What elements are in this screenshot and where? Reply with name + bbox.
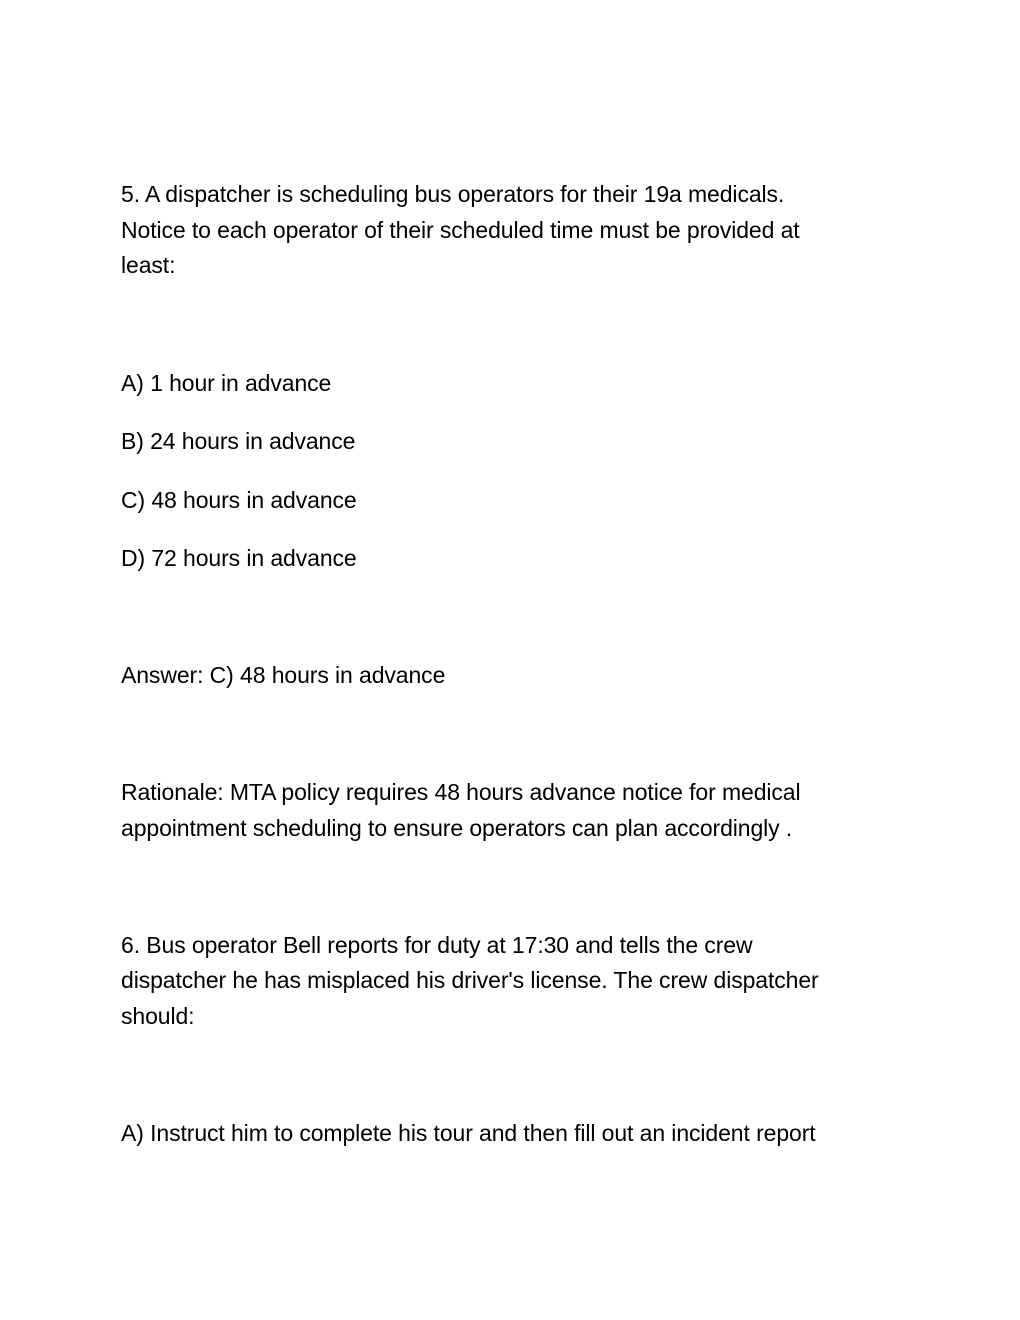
question-5-prompt-line-2: Notice to each operator of their scheduled time must be provided at	[121, 217, 800, 243]
question-5-option-c: C) 48 hours in advance	[121, 487, 357, 513]
question-6-prompt-line-1: 6. Bus operator Bell reports for duty at 17:30 and tells the crew	[121, 932, 753, 958]
question-5-prompt-line-1: 5. A dispatcher is scheduling bus operators for their 19a medicals.	[121, 181, 785, 207]
question-5-rationale-line-1: Rationale: MTA policy requires 48 hours advance notice for medical	[121, 779, 801, 805]
question-5-option-d: D) 72 hours in advance	[121, 545, 357, 571]
question-5-answer: Answer: C) 48 hours in advance	[121, 662, 446, 688]
question-5-rationale-line-2: appointment scheduling to ensure operators can plan accordingly .	[121, 815, 793, 841]
question-5-option-a: A) 1 hour in advance	[121, 370, 332, 396]
question-6-prompt-line-3: should:	[121, 1003, 195, 1029]
question-6-prompt-line-2: dispatcher he has misplaced his driver's license. The crew dispatcher	[121, 967, 819, 993]
question-5-prompt-line-3: least:	[121, 252, 176, 278]
question-5-option-b: B) 24 hours in advance	[121, 428, 356, 454]
question-6-option-a: A) Instruct him to complete his tour and then fill out an incident report	[121, 1120, 816, 1146]
